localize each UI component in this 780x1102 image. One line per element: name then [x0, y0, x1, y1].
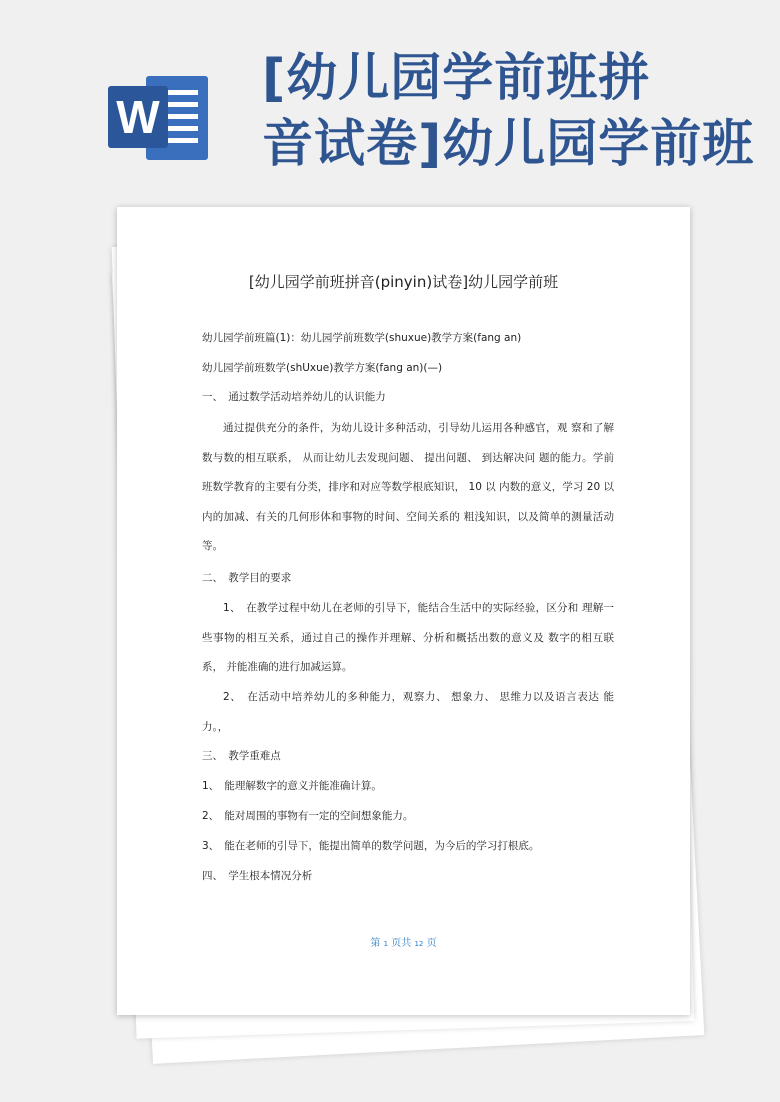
section-heading-3: 三、 教学重难点	[202, 750, 281, 762]
page-footer	[117, 934, 690, 949]
section-heading-2: 二、 教学目的要求	[202, 572, 292, 584]
document-title: [幼儿园学前班拼音(pinyin)试卷]幼儿园学前班	[248, 273, 559, 291]
list-item-2: 2、 能对周围的事物有一定的空间想象能力。	[202, 810, 414, 822]
footer-total-pages: 12	[414, 940, 424, 948]
paragraph-2: 1、 在教学过程中幼儿在老师的引导下，能结合生活中的实际经验，区分和 理解一些事物的相互关系，通过自己的操作并理解、分析和概括出数的意义及 数字的相互联系， 并能准确的进行加减运算。	[202, 602, 614, 673]
footer-prefix: 第	[370, 938, 381, 949]
footer-current-page: 1	[383, 940, 389, 948]
word-document-icon	[108, 70, 208, 162]
banner-title-line2: 音试卷]幼儿园学前班	[262, 115, 755, 174]
document-page	[117, 207, 690, 1015]
list-item-3: 3、 能在老师的引导下，能提出简单的数学问题，为今后的学习打根底。	[202, 840, 540, 852]
intro-line-2: 幼儿园学前班数学(shUxue)教学方案(fang an)(—)	[202, 362, 443, 374]
paragraph-3: 2、 在活动中培养幼儿的多种能力，观察力、 想象力、 思维力以及语言表达 能力。，	[202, 691, 614, 733]
banner-title	[262, 46, 762, 178]
list-item-1: 1、 能理解数字的意义并能准确计算。	[202, 780, 382, 792]
word-logo-letter: W	[108, 86, 168, 148]
intro-line-1: 幼儿园学前班篇(1)：幼儿园学前班数学(shuxue)教学方案(fang an)	[202, 332, 522, 344]
banner-title-line1: [幼儿园学前班拼	[262, 49, 651, 108]
section-heading-4: 四、 学生根本情况分析	[202, 870, 313, 882]
footer-middle: 页共	[391, 938, 412, 949]
footer-suffix: 页	[426, 938, 437, 949]
section-heading-1: 一、 通过数学活动培养幼儿的认识能力	[202, 391, 386, 403]
paragraph-1: 通过提供充分的条件，为幼儿设计多种活动，引导幼儿运用各种感官，观 察和了解数与数的相互联系， 从而让幼儿去发现问题、 提出问题、 到达解决问 题的能力。学前班数学教育的主要有分类，排序和对应等数学根底知识， 10 以 内数的意义，学习 20 以内的加减、有关的几何形体和事物的时间、空间关系的 粗浅知识，以及简单的测量活动等。	[202, 422, 614, 552]
